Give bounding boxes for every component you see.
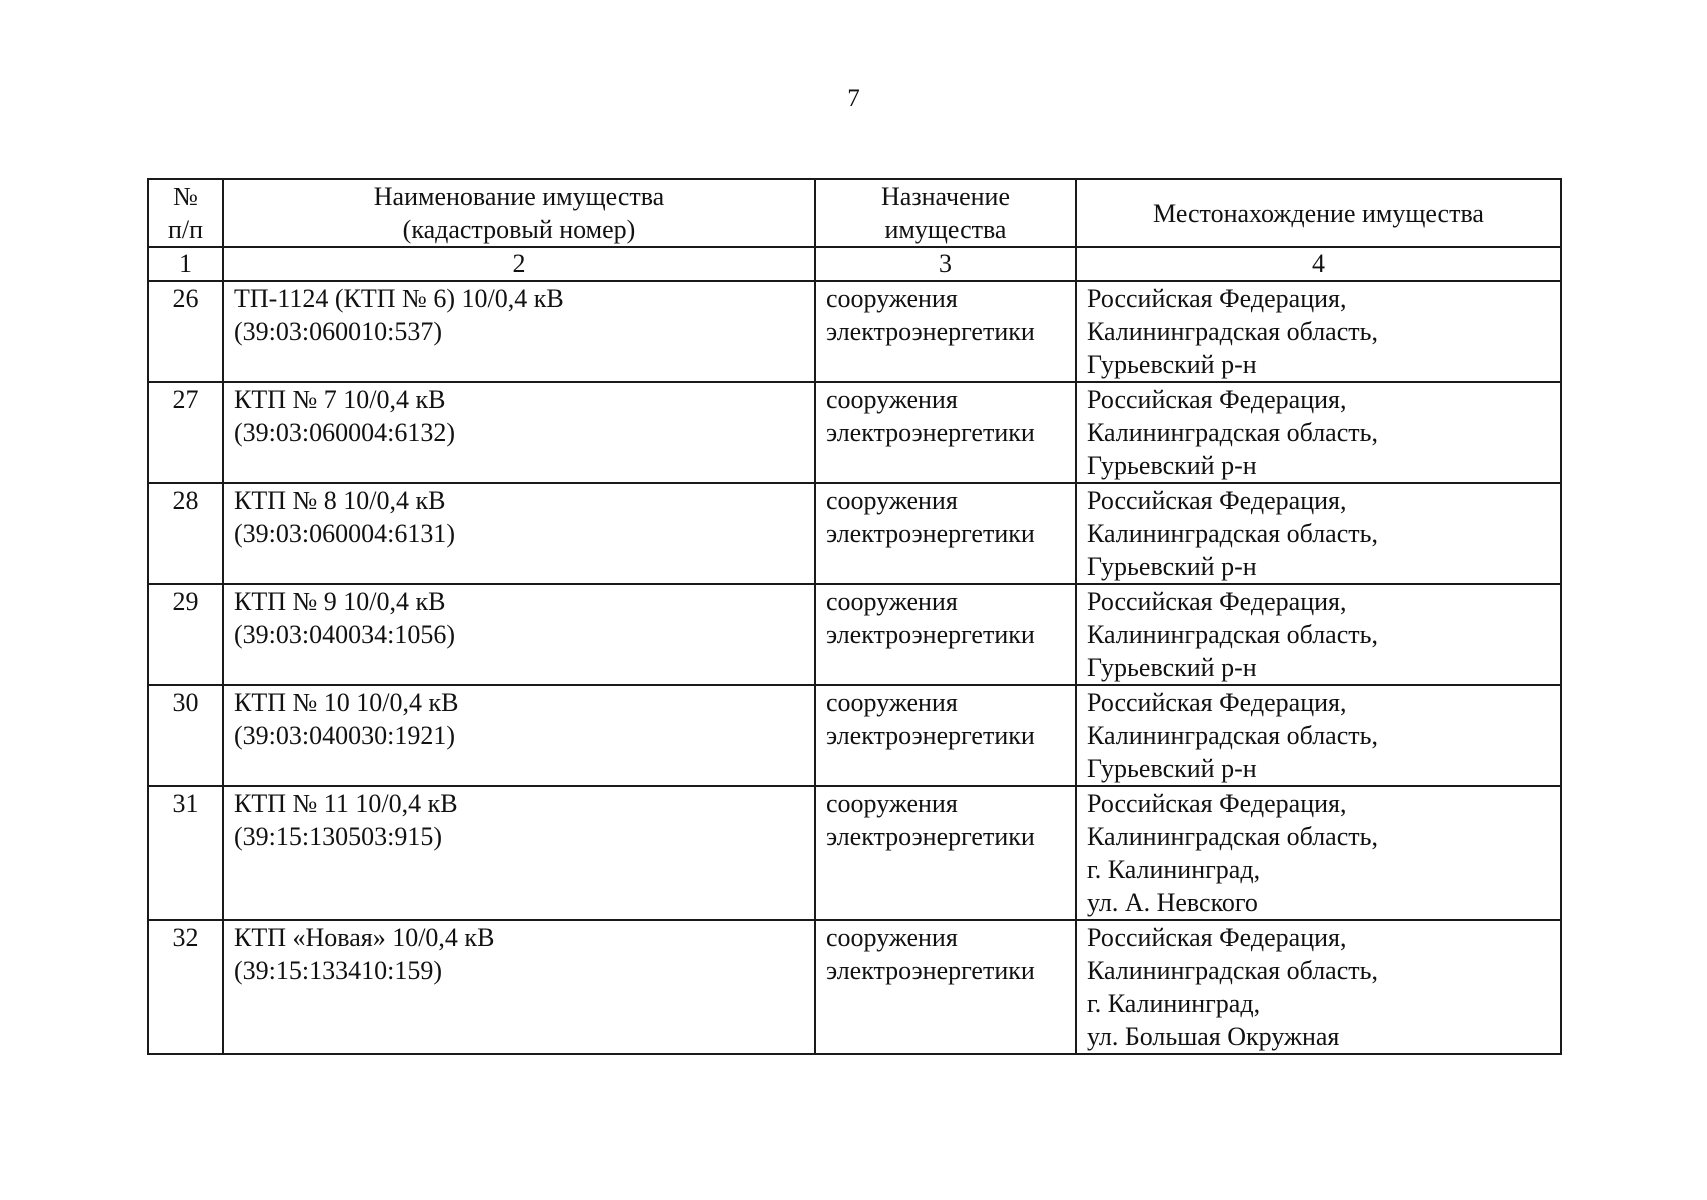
location-line: Гурьевский р-н	[1087, 451, 1257, 480]
purpose-cell	[815, 382, 1076, 483]
table-row	[148, 920, 1561, 1054]
location-cell	[1076, 584, 1561, 685]
header-number	[148, 179, 223, 247]
property-name-line: КТП № 11 10/0,4 кВ	[234, 789, 458, 818]
location-line: Гурьевский р-н	[1087, 754, 1257, 783]
purpose-line: сооружения	[826, 385, 958, 414]
property-name-line: ТП-1124 (КТП № 6) 10/0,4 кВ	[234, 284, 564, 313]
column-number-row	[148, 247, 1561, 281]
row-number: 31	[148, 786, 223, 920]
property-name-cell	[223, 483, 815, 584]
location-line: Российская Федерация,	[1087, 789, 1347, 818]
table-row	[148, 584, 1561, 685]
header-text: п/п	[167, 215, 204, 244]
location-line: Гурьевский р-н	[1087, 653, 1257, 682]
row-number: 26	[148, 281, 223, 382]
property-name-line: КТП № 7 10/0,4 кВ	[234, 385, 446, 414]
purpose-cell	[815, 920, 1076, 1054]
table-row	[148, 685, 1561, 786]
location-line: Калининградская область,	[1087, 418, 1378, 447]
property-name-line: КТП № 9 10/0,4 кВ	[234, 587, 446, 616]
property-name-line: (39:03:040034:1056)	[234, 620, 455, 649]
table-row	[148, 281, 1561, 382]
row-number: 32	[148, 920, 223, 1054]
location-line: Калининградская область,	[1087, 956, 1378, 985]
location-line: Калининградская область,	[1087, 317, 1378, 346]
header-text: Наименование имущества	[373, 182, 665, 211]
purpose-line: сооружения	[826, 789, 958, 818]
purpose-line: электроэнергетики	[826, 317, 1035, 346]
location-cell	[1076, 685, 1561, 786]
purpose-line: электроэнергетики	[826, 956, 1035, 985]
location-line: Российская Федерация,	[1087, 688, 1347, 717]
location-line: Калининградская область,	[1087, 822, 1378, 851]
header-text: №	[173, 182, 198, 211]
property-name-line: КТП «Новая» 10/0,4 кВ	[234, 923, 495, 952]
location-line: Гурьевский р-н	[1087, 552, 1257, 581]
header-text: (кадастровый номер)	[402, 215, 636, 244]
purpose-cell	[815, 483, 1076, 584]
location-line: Российская Федерация,	[1087, 385, 1347, 414]
location-cell	[1076, 920, 1561, 1054]
location-line: Российская Федерация,	[1087, 486, 1347, 515]
location-line: г. Калининград,	[1087, 989, 1261, 1018]
purpose-line: сооружения	[826, 923, 958, 952]
property-name-cell	[223, 382, 815, 483]
location-cell	[1076, 483, 1561, 584]
location-line: Гурьевский р-н	[1087, 350, 1257, 379]
row-number: 30	[148, 685, 223, 786]
purpose-cell	[815, 786, 1076, 920]
table-row	[148, 382, 1561, 483]
header-text: имущества	[884, 215, 1007, 244]
property-name-line: (39:15:133410:159)	[234, 956, 442, 985]
location-line: Российская Федерация,	[1087, 284, 1347, 313]
page-number: 7	[847, 85, 860, 112]
table-body	[148, 247, 1561, 1054]
location-line: г. Калининград,	[1087, 855, 1261, 884]
purpose-cell	[815, 584, 1076, 685]
property-table	[147, 178, 1562, 1055]
location-line: Калининградская область,	[1087, 620, 1378, 649]
table-row	[148, 483, 1561, 584]
property-name-cell	[223, 786, 815, 920]
purpose-line: сооружения	[826, 486, 958, 515]
location-line: Калининградская область,	[1087, 519, 1378, 548]
header-purpose	[815, 179, 1076, 247]
location-line: Калининградская область,	[1087, 721, 1378, 750]
property-name-line: (39:15:130503:915)	[234, 822, 442, 851]
table-row	[148, 786, 1561, 920]
location-cell	[1076, 382, 1561, 483]
location-cell	[1076, 281, 1561, 382]
purpose-cell	[815, 281, 1076, 382]
column-number: 3	[815, 247, 1076, 281]
header-row	[148, 179, 1561, 247]
location-cell	[1076, 786, 1561, 920]
purpose-line: электроэнергетики	[826, 620, 1035, 649]
purpose-line: электроэнергетики	[826, 721, 1035, 750]
purpose-line: сооружения	[826, 688, 958, 717]
location-line: Российская Федерация,	[1087, 923, 1347, 952]
location-line: ул. А. Невского	[1087, 888, 1258, 917]
purpose-line: сооружения	[826, 587, 958, 616]
property-name-line: (39:03:040030:1921)	[234, 721, 455, 750]
column-number: 1	[148, 247, 223, 281]
property-name-line: КТП № 10 10/0,4 кВ	[234, 688, 459, 717]
property-name-line: (39:03:060004:6131)	[234, 519, 455, 548]
purpose-line: электроэнергетики	[826, 418, 1035, 447]
header-text: Назначение	[881, 182, 1010, 211]
property-name-line: (39:03:060004:6132)	[234, 418, 455, 447]
property-name-cell	[223, 685, 815, 786]
property-name-line: (39:03:060010:537)	[234, 317, 442, 346]
purpose-line: электроэнергетики	[826, 519, 1035, 548]
header-text: Местонахождение имущества	[1153, 198, 1484, 228]
column-number: 4	[1076, 247, 1561, 281]
row-number: 28	[148, 483, 223, 584]
row-number: 29	[148, 584, 223, 685]
property-name-cell	[223, 920, 815, 1054]
purpose-cell	[815, 685, 1076, 786]
purpose-line: сооружения	[826, 284, 958, 313]
purpose-line: электроэнергетики	[826, 822, 1035, 851]
property-name-cell	[223, 584, 815, 685]
location-line: ул. Большая Окружная	[1087, 1022, 1340, 1051]
header-property-name	[223, 179, 815, 247]
row-number: 27	[148, 382, 223, 483]
column-number: 2	[223, 247, 815, 281]
property-name-line: КТП № 8 10/0,4 кВ	[234, 486, 446, 515]
location-line: Российская Федерация,	[1087, 587, 1347, 616]
header-location	[1076, 179, 1561, 247]
property-name-cell	[223, 281, 815, 382]
